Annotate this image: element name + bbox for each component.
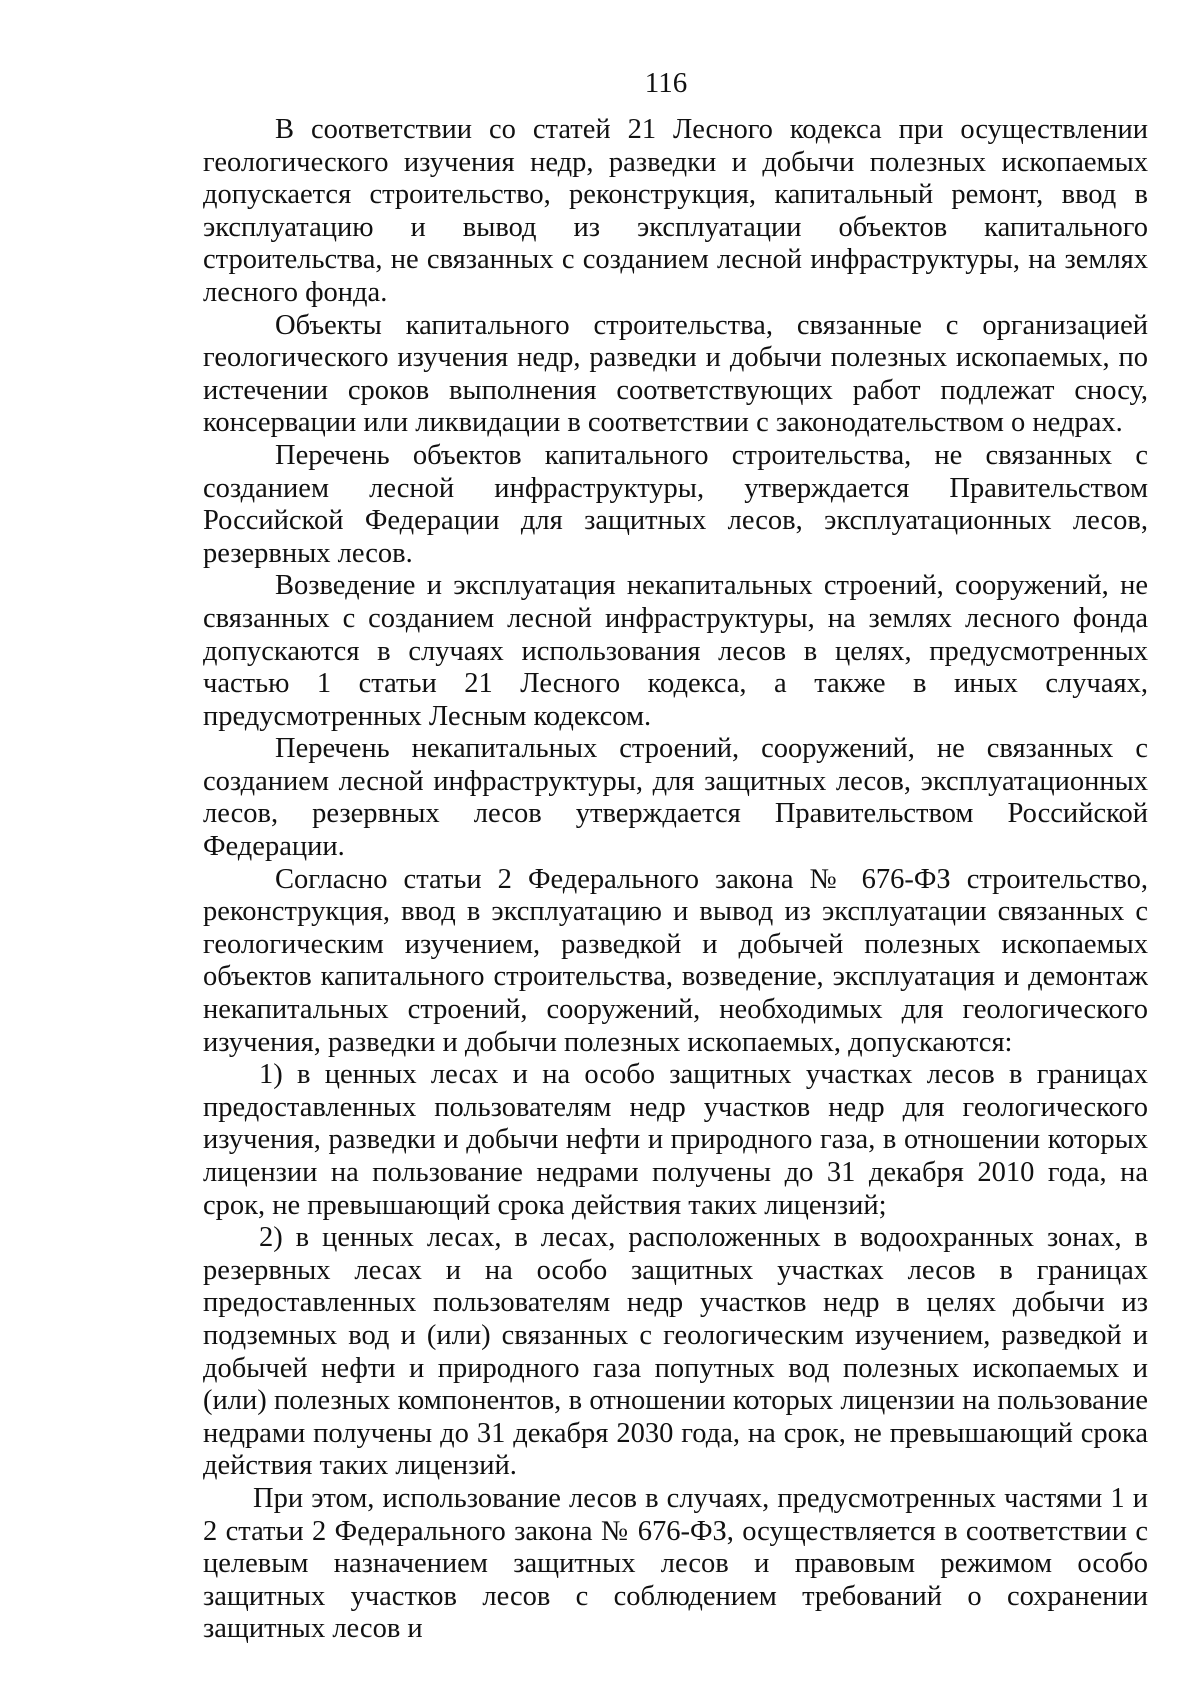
list-item-1: 1) в ценных лесах и на особо защитных участках лесов в границах предоставленных пользователям недр участков недр для геологического изучения, разведки и добычи нефти и природного газа, в отношении которых лицензии на пользование недрами получены до 31 декабря 2010 года, на срок, не превышающий срока действия таких лицензий; (203, 1059, 1148, 1221)
paragraph-capital-objects: Объекты капитального строительства, связанные с организацией геологического изучения недр, разведки и добычи полезных ископаемых, по истечении сроков выполнения соответствующих работ подлежат сносу, консервации или ликвидации в соответствии с законодательством о недрах. (203, 309, 1148, 439)
list-item-2: 2) в ценных лесах, в лесах, расположенных в водоохранных зонах, в резервных лесах и на особо защитных участках лесов в границах предоставленных пользователям недр участков недр в целях добычи из подземных вод и (или) связанных с геологическим изучением, разведкой и добычей нефти и природного газа попутных вод полезных ископаемых и (или) полезных компонентов, в отношении которых лицензии на пользование недрами получены до 31 декабря 2030 года, на срок, не превышающий срока действия таких лицензий. (203, 1222, 1148, 1482)
body-text (203, 114, 1148, 1646)
paragraph-noncapital-list: Перечень некапитальных строений, сооружений, не связанных с созданием лесной инфраструктуры, для защитных лесов, эксплуатационных лесов, резервных лесов утверждается Правительством Российской Федерации. (203, 733, 1148, 863)
paragraph-noncapital-construction: Возведение и эксплуатация некапитальных строений, сооружений, не связанных с созданием лесной инфраструктуры, на землях лесного фонда допускаются в случаях использования лесов в целях, предусмотренных частью 1 статьи 21 Лесного кодекса, а также в иных случаях, предусмотренных Лесным кодексом. (203, 570, 1148, 732)
paragraph-forest-use: При этом, использование лесов в случаях, предусмотренных частями 1 и 2 статьи 2 Федерального закона № 676-ФЗ, осуществляется в соответствии с целевым назначением защитных лесов и правовым режимом особо защитных участков лесов с соблюдением требований о сохранении защитных лесов и (203, 1482, 1148, 1645)
page-number: 116 (644, 67, 688, 99)
paragraph-capital-list: Перечень объектов капитального строительства, не связанных с созданием лесной инфраструктуры, утверждается Правительством Российской Федерации для защитных лесов, эксплуатационных лесов, резервных лесов. (203, 439, 1148, 569)
paragraph-article-21: В соответствии со статей 21 Лесного кодекса при осуществлении геологического изучения недр, разведки и добычи полезных ископаемых допускается строительство, реконструкция, капитальный ремонт, ввод в эксплуатацию и вывод из эксплуатации объектов капитального строительства, не связанных с созданием лесной инфраструктуры, на землях лесного фонда. (203, 114, 1148, 308)
paragraph-federal-law-676: Согласно статьи 2 Федерального закона № 676-ФЗ строительство, реконструкция, ввод в эксплуатацию и вывод из эксплуатации связанных с геологическим изучением, разведкой и добычей полезных ископаемых объектов капитального строительства, возведение, эксплуатация и демонтаж некапитальных строений, сооружений, необходимых для геологического изучения, разведки и добычи полезных ископаемых, допускаются: (203, 863, 1148, 1058)
